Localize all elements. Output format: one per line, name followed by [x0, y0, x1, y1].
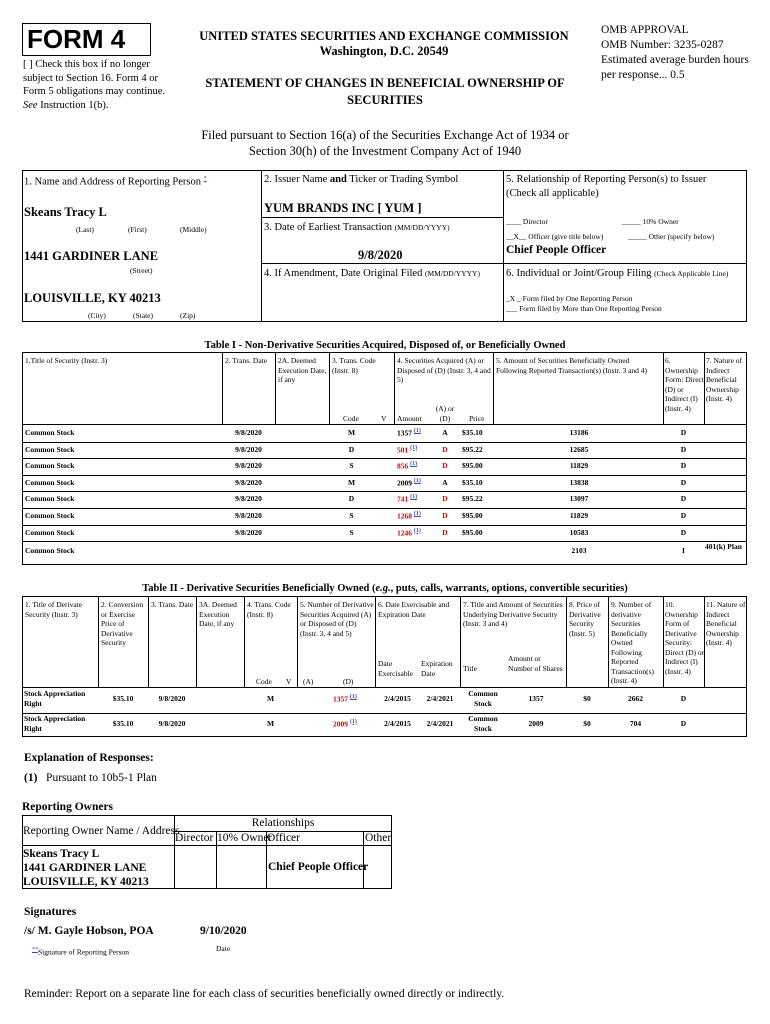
t1-cell-amount — [397, 494, 417, 504]
t1-cell-form: D — [680, 428, 687, 437]
t1-h2a: 2A. Deemed Execution Date, if any — [278, 356, 327, 384]
owner-addr1: 1441 GARDINER LANE — [23, 862, 147, 874]
amount-value: 1268 — [397, 511, 412, 521]
t1-cell-owned: 12685 — [569, 444, 589, 454]
t2-cell-conv: $35.10 — [112, 694, 134, 703]
reporting-person-name: Skeans Tracy L — [24, 205, 107, 219]
t2-h4: 4. Trans. Code (Instr. 8) — [247, 600, 291, 619]
t1-cell-owned: 13186 — [569, 428, 589, 437]
divider — [663, 596, 664, 687]
t2-cell-date: 9/8/2020 — [158, 694, 186, 703]
t2-cell-price: $0 — [583, 718, 591, 728]
t2-cell-exp: 2/4/2021 — [426, 718, 454, 728]
t1-cell-owned: 10583 — [569, 527, 589, 537]
divider — [148, 596, 149, 687]
owner-officer-title: Chief People Officer — [268, 861, 369, 873]
divider — [493, 352, 494, 424]
t1-cell-form: D — [680, 511, 687, 520]
t1-cell-price: $35.10 — [462, 428, 483, 437]
filed-pursuant-1: Filed pursuant to Section 16(a) of the Securities Exchange Act of 1934 or — [201, 128, 569, 142]
footnote-link[interactable]: (1) — [413, 511, 421, 517]
owners-col-ten-pct: 10% Owner — [217, 832, 273, 844]
box1-label: 1. Name and Address of Reporting Person * — [24, 176, 207, 188]
divider — [297, 596, 298, 687]
divider — [222, 352, 223, 424]
divider — [503, 170, 504, 322]
omb-title: OMB APPROVAL — [601, 24, 689, 36]
t1-cell-code: M — [347, 477, 356, 487]
t2-cell-exp: 2/4/2021 — [426, 694, 454, 703]
t1-cell-title: Common Stock — [25, 444, 75, 454]
divider — [566, 596, 567, 687]
date-label: Date — [216, 944, 231, 953]
divider — [22, 508, 747, 509]
signatures-title: Signatures — [24, 906, 77, 918]
t1-cell-form: D — [680, 527, 687, 537]
divider — [22, 541, 747, 542]
t1-cell-title: Common Stock — [25, 546, 75, 556]
form-title: FORM 4 — [27, 24, 126, 54]
divider — [22, 491, 747, 492]
t1-cell-title: Common Stock — [25, 461, 75, 471]
t2-h-exp: Expiration Date — [421, 659, 453, 678]
t2-cell-date-ex: 2/4/2015 — [384, 718, 411, 728]
t2-h1: 1. Title of Derivate Security (Instr. 3) — [25, 600, 83, 619]
divider — [663, 352, 664, 424]
t1-h-amount: Amount — [397, 414, 422, 423]
t2-cell-form: D — [680, 694, 687, 703]
t1-cell-title: Common Stock — [25, 428, 75, 437]
t2-h3: 3. Trans. Date — [151, 600, 194, 609]
t1-cell-date: 9/8/2020 — [235, 477, 262, 487]
box3-label: 3. Date of Earliest Transaction (MM/DD/YYYY) — [264, 222, 450, 233]
t1-cell-price: $95.00 — [462, 527, 483, 537]
t2-cell-price: $0 — [583, 694, 591, 703]
agency-location: Washington, D.C. 20549 — [319, 44, 449, 58]
box6-label: 6. Individual or Joint/Group Filing (Check Applicable Line) — [506, 268, 729, 279]
t1-cell-form: D — [680, 494, 687, 504]
disposed-value: 2009 — [333, 719, 348, 728]
t2-cell-u-amt: 1357 — [528, 694, 544, 703]
owners-col-director: Director — [175, 832, 214, 844]
t2-h-a: (A) — [303, 677, 314, 686]
t2-h11: 11. Nature of Indirect Beneficial Ownership (Instr. 4) — [706, 600, 746, 647]
filing-option-one[interactable]: _X _ Form filed by One Reporting Person — [506, 294, 633, 303]
owner-name: Skeans Tracy L — [23, 848, 100, 860]
box2-label: 2. Issuer Name and Ticker or Trading Symbol — [264, 174, 459, 185]
t1-h5: 5. Amount of Securities Beneficially Owned Following Reported Transaction(s) (Instr. 3 and 4) — [496, 356, 648, 375]
divider — [329, 352, 330, 424]
t1-cell-code: D — [348, 444, 355, 454]
t1-cell-nature: 401(k) Plan — [705, 542, 742, 552]
box5-label: 5. Relationship of Reporting Person(s) to Issuer (Check all applicable) — [506, 174, 707, 199]
t2-cell-u-title: Common Stock — [468, 713, 498, 733]
signer-name: /s/ M. Gayle Hobson, POA — [24, 925, 154, 937]
t2-cell-title: Stock Appreciation Right — [24, 713, 86, 733]
t2-cell-disposed — [333, 694, 357, 704]
t1-h7: 7. Nature of Indirect Beneficial Ownership (Instr. 4) — [706, 356, 743, 403]
divider — [394, 352, 395, 424]
footnote-link[interactable]: (1) — [349, 718, 357, 725]
t2-h2: 2. Conversion or Exercise Price of Derivative Security — [101, 600, 144, 647]
t1-cell-amount — [397, 478, 421, 488]
t2-h3a: 3A. Deemed Execution Date, if any — [199, 600, 237, 628]
t2-cell-form: D — [680, 718, 687, 728]
disposed-value: 1357 — [333, 694, 348, 704]
amount-value: 856 — [397, 461, 409, 471]
t1-cell-date: 9/8/2020 — [235, 527, 262, 537]
label-street: (Street) — [130, 266, 153, 275]
label-city: (City) — [88, 311, 106, 320]
t1-cell-date: 9/8/2020 — [235, 511, 262, 520]
omb-burden: Estimated average burden hours per response... 0.5 — [601, 54, 749, 81]
t1-cell-owned: 13838 — [569, 477, 589, 487]
owner-addr2: LOUISVILLE, KY 40213 — [23, 876, 149, 888]
t1-cell-code: D — [348, 494, 355, 504]
t1-cell-price: $95.22 — [462, 494, 483, 504]
signature-label: **Signature of Reporting Person — [32, 947, 130, 957]
omb-number: OMB Number: 3235-0287 — [601, 39, 724, 51]
t2-cell-date: 9/8/2020 — [158, 718, 186, 728]
amount-value: 1246 — [397, 528, 412, 538]
t2-cell-owned: 2662 — [628, 694, 643, 703]
t1-cell-title: Common Stock — [25, 494, 75, 504]
t1-cell-title: Common Stock — [25, 527, 75, 537]
box4-label: 4. If Amendment, Date Original Filed (MM/DD/YYYY) — [264, 268, 480, 279]
footnote-link[interactable]: (1) — [413, 428, 421, 434]
divider — [22, 687, 747, 688]
t2-cell-code: M — [266, 694, 275, 703]
divider — [22, 424, 747, 425]
issuer-name: YUM BRANDS INC [ YUM ] — [264, 201, 422, 215]
t1-cell-owned: 11829 — [569, 461, 589, 471]
t1-cell-amount — [397, 461, 417, 471]
reporting-person-street: 1441 GARDINER LANE — [24, 249, 159, 263]
t1-cell-code: S — [349, 527, 354, 537]
t1-cell-date: 9/8/2020 — [235, 494, 262, 504]
t1-cell-ad: D — [442, 461, 448, 471]
t1-cell-title: Common Stock — [25, 477, 75, 487]
agency-name: UNITED STATES SECURITIES AND EXCHANGE COMMISSION — [199, 29, 569, 43]
t1-cell-owned: 13097 — [569, 494, 589, 504]
footnote-link[interactable]: (1) — [413, 477, 421, 484]
t2-cell-u-amt: 2009 — [528, 718, 544, 728]
earliest-transaction-date: 9/8/2020 — [358, 248, 403, 262]
t1-cell-ad: D — [442, 494, 448, 504]
t1-cell-amount — [397, 445, 417, 455]
amount-value: 1357 — [397, 428, 412, 438]
owners-col-name: Reporting Owner Name / Address — [23, 825, 180, 837]
t2-cell-conv: $35.10 — [112, 718, 134, 728]
table1-title: Table I - Non-Derivative Securities Acquired, Disposed of, or Beneficially Owned — [204, 340, 566, 351]
t1-cell-ad: A — [442, 477, 448, 487]
t1-h3: 3. Trans. Code (Instr. 8) — [332, 356, 376, 375]
label-last: (Last) — [76, 225, 94, 234]
t2-cell-title: Stock Appreciation Right — [24, 689, 86, 708]
label-zip: (Zip) — [180, 311, 196, 320]
t1-cell-date: 9/8/2020 — [235, 461, 262, 471]
t2-h-amt: Amount or Number of Shares — [508, 654, 563, 673]
t1-h1: 1.Title of Security (Instr. 3) — [25, 356, 108, 365]
t2-h5: 5. Number of Derivative Securities Acquired (A) or Disposed of (D) (Instr. 3, 4 and 5) — [300, 600, 374, 638]
relationship-officer[interactable]: __X__ Officer (give title below) — [506, 232, 604, 241]
t1-cell-amount — [397, 511, 421, 521]
footnote-link[interactable]: (1) — [410, 461, 418, 468]
t2-cell-code: M — [266, 718, 275, 728]
owners-title: Reporting Owners — [22, 801, 114, 813]
footnote-link[interactable]: (1) — [413, 527, 421, 534]
t1-cell-ad: A — [442, 428, 448, 437]
divider — [375, 596, 376, 687]
t1-cell-form: D — [680, 477, 687, 487]
t1-cell-amount — [397, 428, 421, 438]
owners-relationships: Relationships — [251, 817, 315, 829]
omb-approval — [601, 23, 751, 83]
t1-cell-price: $95.00 — [462, 461, 483, 471]
label-state: (State) — [133, 311, 153, 320]
label-first: (First) — [128, 225, 147, 234]
explanation-title: Explanation of Responses: — [24, 752, 154, 764]
footnote-link[interactable]: (1) — [410, 494, 418, 501]
t2-cell-u-title: Common Stock — [468, 689, 498, 708]
filed-pursuant-2: Section 30(h) of the Investment Company Act of 1940 — [248, 144, 522, 158]
filing-option-multiple[interactable]: ___ Form filed by More than One Reporting Person — [506, 304, 662, 313]
t1-cell-code: S — [349, 461, 354, 471]
t1-cell-form: I — [682, 546, 685, 556]
divider — [98, 596, 99, 687]
t2-cell-date-ex: 2/4/2015 — [384, 694, 411, 703]
t1-cell-owned: 2103 — [571, 546, 587, 556]
footnote-link[interactable]: (1) — [410, 444, 418, 451]
reporting-person-city: LOUISVILLE, KY 40213 — [24, 291, 161, 305]
divider — [22, 442, 747, 443]
reminder: Reminder: Report on a separate line for each class of securities beneficially owned directly or indirectly. — [24, 988, 505, 1000]
t1-cell-ad: D — [442, 511, 448, 520]
relationship-director[interactable]: ____ Director — [506, 217, 548, 226]
t1-h4: 4. Securities Acquired (A) or Disposed of (D) (Instr. 3, 4 and 5) — [397, 356, 491, 384]
t2-cell-owned: 704 — [629, 718, 642, 728]
t1-h-code: Code — [343, 414, 359, 423]
divider — [22, 458, 747, 459]
owner-info — [23, 847, 149, 889]
t1-h6: 6. Ownership Form: Direct (D) or Indirect (I) (Instr. 4) — [665, 356, 704, 413]
divider — [22, 525, 747, 526]
t1-cell-date: 9/8/2020 — [235, 444, 262, 454]
divider — [275, 352, 276, 424]
divider — [22, 845, 392, 846]
t1-cell-amount — [397, 528, 421, 538]
divider — [261, 170, 262, 322]
table2-title: Table II - Derivative Securities Beneficially Owned (e.g., puts, calls, warrants, options, convertible securities) — [142, 583, 628, 594]
t2-h-v: V — [286, 677, 292, 686]
t2-h-title: Title — [463, 664, 477, 673]
divider — [196, 596, 197, 687]
owners-col-officer: Officer — [267, 832, 300, 844]
t1-cell-owned: 11829 — [569, 511, 589, 520]
t2-h8: 8. Price of Derivative Security (Instr. 5) — [569, 600, 601, 638]
t2-h-date-ex: Date Exercisable — [378, 659, 413, 678]
label-middle: (Middle) — [180, 225, 207, 234]
t2-cell-disposed — [333, 719, 357, 729]
relationship-other[interactable]: _____ Other (specify below) — [628, 232, 715, 241]
footnote-link[interactable]: (1) — [349, 694, 357, 700]
t2-h10: 10. Ownership Form of Derivative Security: Direct (D) or Indirect (I) (Instr. 4) — [665, 600, 705, 676]
amount-value: 501 — [397, 445, 409, 455]
signature-date: 9/10/2020 — [200, 925, 247, 937]
t1-cell-code: S — [349, 511, 354, 520]
checkbox-note: [ ] Check this box if no longer subject to Section 16. Form 4 or Form 5 obligations may continue. See Instruction 1(b). — [23, 59, 166, 111]
divider — [22, 713, 747, 714]
t2-h7: 7. Title and Amount of Securities Underlying Derivative Security (Instr. 3 and 4) — [463, 600, 563, 628]
divider — [261, 263, 747, 264]
t1-cell-form: D — [680, 444, 687, 454]
t1-h2: 2. Trans. Date — [225, 356, 268, 365]
t2-h9: 9. Number of derivative Securities Beneficially Owned Following Reported Transaction(s) (Instr. 4) — [611, 600, 655, 685]
t2-h6: 6. Date Exercisable and Expiration Date — [378, 600, 450, 619]
t1-cell-date: 9/8/2020 — [235, 428, 262, 437]
owners-col-other: Other — [365, 832, 392, 844]
relationship-ten-percent[interactable]: _____ 10% Owner — [622, 217, 679, 226]
t1-cell-price: $35.10 — [462, 477, 483, 487]
officer-title: Chief People Officer — [506, 244, 607, 256]
divider — [363, 831, 364, 889]
t1-cell-price: $95.00 — [462, 511, 483, 520]
footnote-1: (1) Pursuant to 10b5-1 Plan — [24, 772, 157, 784]
t1-cell-price: $95.22 — [462, 444, 483, 454]
divider — [261, 217, 503, 218]
t2-h-code: Code — [256, 677, 272, 686]
t1-cell-title: Common Stock — [25, 511, 75, 520]
t1-h-ad: (A) or (D) — [435, 404, 455, 423]
t1-h-price: Price — [469, 414, 485, 423]
amount-value: 2009 — [397, 478, 412, 488]
t1-h-v: V — [381, 414, 387, 423]
divider — [22, 475, 747, 476]
t2-h-d: (D) — [343, 677, 354, 686]
t1-cell-ad: D — [442, 444, 448, 454]
t1-cell-code: M — [347, 428, 356, 437]
amount-value: 741 — [397, 494, 409, 504]
statement-title: STATEMENT OF CHANGES IN BENEFICIAL OWNERSHIP OF SECURITIES — [205, 76, 565, 107]
t1-cell-form: D — [680, 461, 687, 471]
t1-cell-ad: D — [442, 527, 448, 537]
